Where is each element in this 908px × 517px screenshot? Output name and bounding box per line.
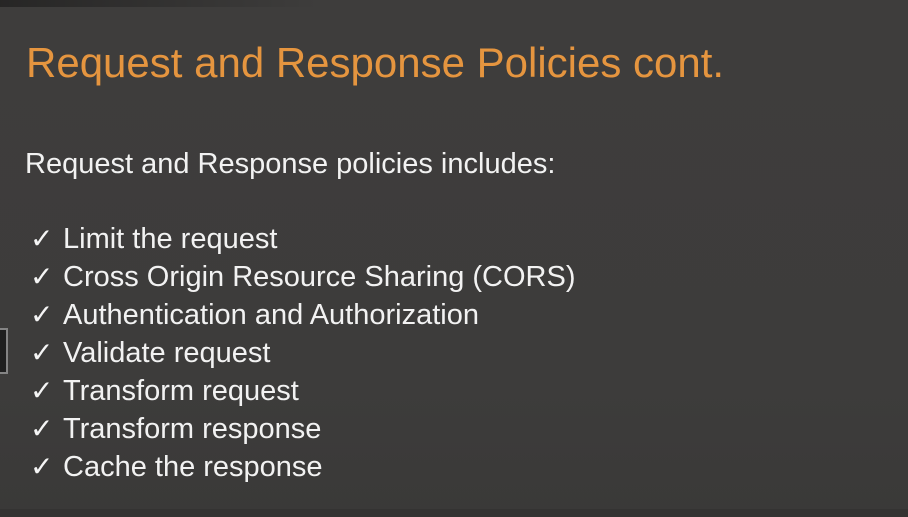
check-icon: ✓ <box>30 451 54 482</box>
check-icon: ✓ <box>30 413 54 444</box>
bullet-label: Validate request <box>63 337 271 369</box>
bullet-label: Transform request <box>63 375 299 407</box>
bullet-item <box>30 258 575 296</box>
intro-text: Request and Response policies includes: <box>25 148 556 180</box>
bullet-item <box>30 334 575 372</box>
bullet-label: Limit the request <box>63 223 278 255</box>
bullet-item <box>30 410 575 448</box>
bullet-label: Authentication and Authorization <box>63 299 479 331</box>
check-icon: ✓ <box>30 337 54 368</box>
check-icon: ✓ <box>30 299 54 330</box>
slide-title: Request and Response Policies cont. <box>26 39 725 87</box>
top-left-shade <box>0 0 320 7</box>
bullet-label: Transform response <box>63 413 322 445</box>
bullet-list <box>30 220 575 486</box>
check-icon: ✓ <box>30 375 54 406</box>
bullet-item <box>30 448 575 486</box>
bullet-label: Cross Origin Resource Sharing (CORS) <box>63 261 576 293</box>
bullet-label: Cache the response <box>63 451 323 483</box>
bullet-item <box>30 372 575 410</box>
check-icon: ✓ <box>30 223 54 254</box>
check-icon: ✓ <box>30 261 54 292</box>
bullet-item <box>30 296 575 334</box>
bottom-shade <box>0 509 908 517</box>
bullet-item <box>30 220 575 258</box>
left-edge-tab <box>0 328 8 374</box>
